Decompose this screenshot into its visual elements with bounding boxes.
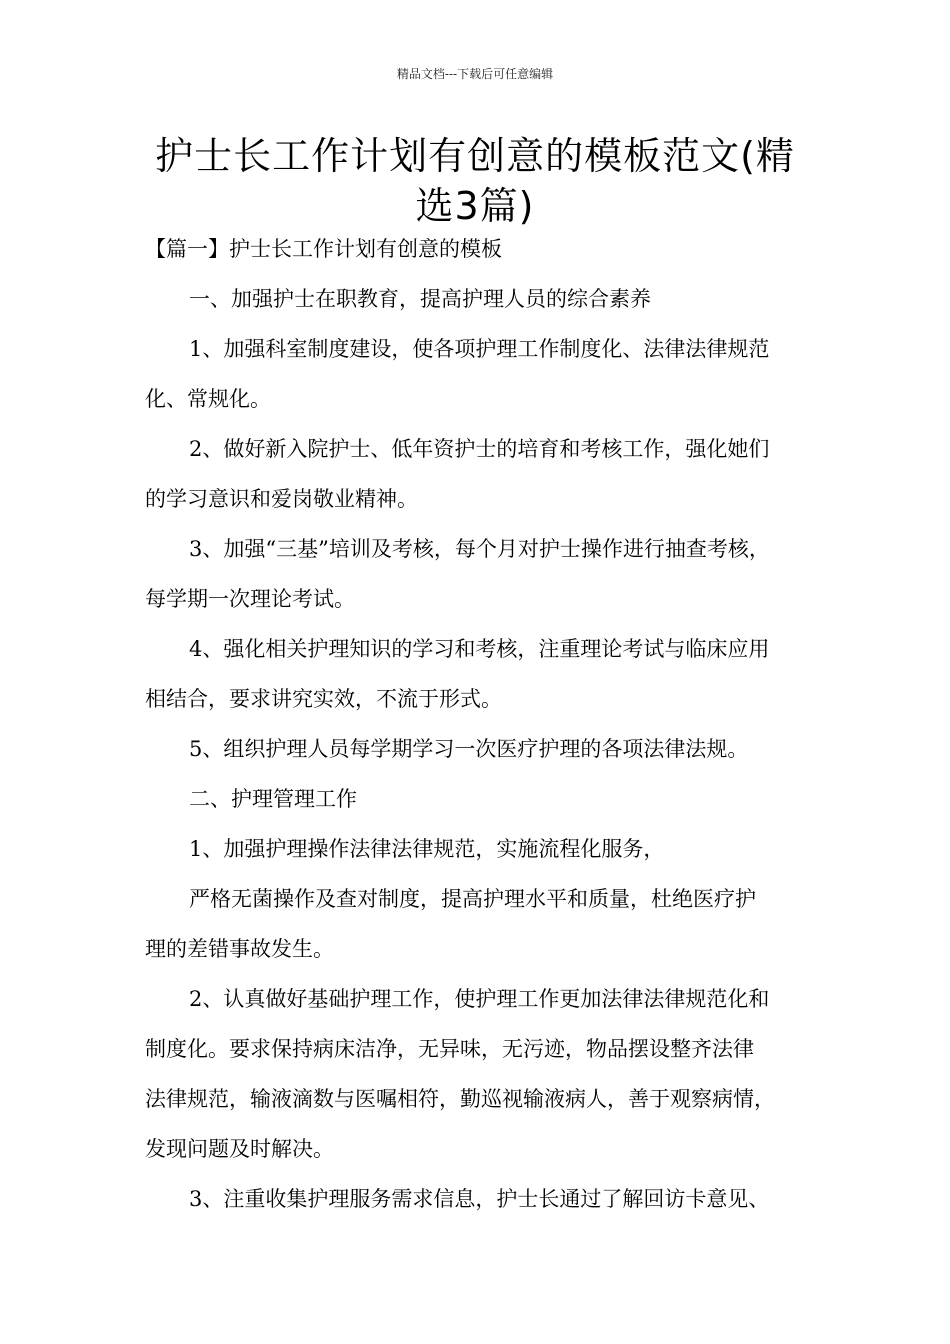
header-note: 精品文档---下载后可任意编辑 (396, 67, 554, 81)
paragraph-line: 理的差错事故发生。 (145, 937, 334, 961)
paragraph-line: 2、做好新入院护士、低年资护士的培育和考核工作，强化她们 (189, 437, 770, 461)
paragraph-line: 法律规范，输液滴数与医嘱相符，勤巡视输液病人，善于观察病情， (145, 1087, 775, 1111)
paragraph-line: 2、认真做好基础护理工作，使护理工作更加法律法律规范化和 (189, 987, 770, 1011)
paragraph-line: 的学习意识和爱岗敬业精神。 (145, 487, 418, 511)
title-line-2: 选3篇) (415, 184, 535, 228)
title-line-1: 护士长工作计划有创意的模板范文(精 (155, 134, 795, 178)
paragraph-line: 4、强化相关护理知识的学习和考核，注重理论考试与临床应用 (189, 637, 770, 661)
paragraph-line: 相结合，要求讲究实效，不流于形式。 (145, 687, 502, 711)
paragraph-line: 每学期一次理论考试。 (145, 587, 355, 611)
heading-1: 一、加强护士在职教育，提高护理人员的综合素养 (189, 287, 651, 311)
paragraph-line: 严格无菌操作及查对制度，提高护理水平和质量，杜绝医疗护 (189, 887, 756, 911)
paragraph-line: 1、加强科室制度建设，使各项护理工作制度化、法律法律规范 (189, 337, 770, 361)
paragraph-line: 3、加强“三基”培训及考核，每个月对护士操作进行抽查考核， (189, 537, 770, 561)
paragraph-line: 制度化。要求保持病床洁净，无异味，无污迹，物品摆设整齐法律 (145, 1037, 754, 1061)
paragraph-line: 3、注重收集护理服务需求信息，护士长通过了解回访卡意见、 (189, 1187, 770, 1211)
heading-2: 二、护理管理工作 (189, 787, 357, 811)
paragraph-line: 5、组织护理人员每学期学习一次医疗护理的各项法律法规。 (189, 737, 749, 761)
paragraph-line: 化、常规化。 (145, 387, 271, 411)
paragraph-line: 1、加强护理操作法律法律规范，实施流程化服务， (189, 837, 665, 861)
document-title (140, 131, 810, 231)
document-body (145, 224, 810, 1224)
paragraph-line: 发现问题及时解决。 (145, 1137, 334, 1161)
section-heading-part-one: 【篇一】护士长工作计划有创意的模板 (145, 237, 502, 261)
